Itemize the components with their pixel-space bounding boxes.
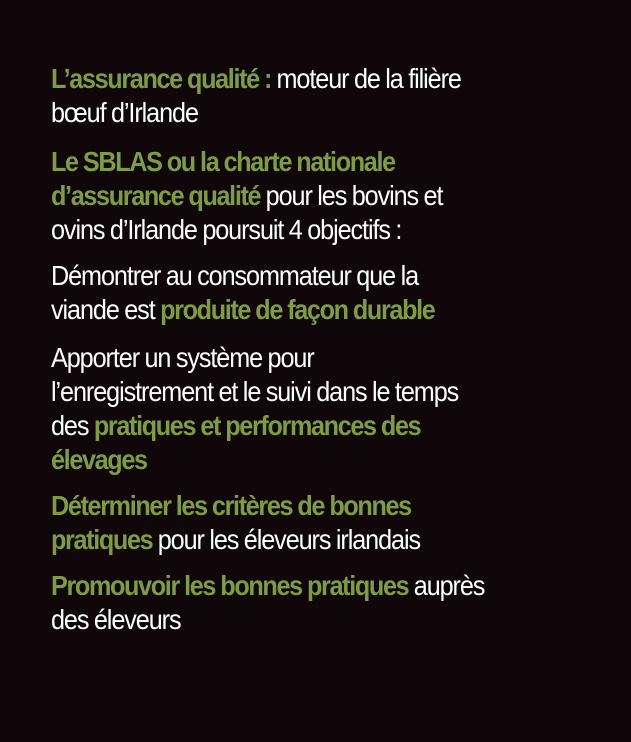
- text-four-objectives: ovins d’Irlande poursuit 4 objectifs :: [51, 214, 402, 245]
- highlight-define-criteria: Déterminer les critères de bonnes: [51, 490, 411, 521]
- text-demonstrate-consumer: Démontrer au consommateur que la: [51, 260, 419, 291]
- text-engine-of-sector: moteur de la filière: [271, 63, 461, 94]
- paragraph-objective-1: [51, 259, 591, 327]
- highlight-farms: élevages: [51, 444, 147, 475]
- paragraph-objective-4: [51, 569, 591, 637]
- highlight-sblas-charter: Le SBLAS ou la charte nationale: [51, 146, 395, 177]
- paragraph-objective-2: [51, 341, 591, 477]
- text-of: des: [51, 410, 94, 441]
- highlight-practices: pratiques: [51, 524, 153, 555]
- text-farmers: des éleveurs: [51, 604, 181, 635]
- highlight-quality-assurance-2: d’assurance qualité: [51, 180, 261, 211]
- paragraph-intro: [51, 62, 591, 130]
- text-for-cattle-and: pour les bovins et: [260, 180, 443, 211]
- text-to: auprès: [408, 570, 485, 601]
- highlight-quality-assurance: L’assurance qualité :: [51, 63, 272, 94]
- highlight-promote-practices: Promouvoir les bonnes pratiques: [51, 570, 409, 601]
- text-for-irish-farmers: pour les éleveurs irlandais: [152, 524, 420, 555]
- text-recording-tracking: l’enregistrement et le suivi dans le temps: [51, 376, 459, 407]
- paragraph-sblas: [51, 145, 591, 247]
- highlight-practices-performance: pratiques et performances des: [93, 410, 421, 441]
- highlight-sustainable-production: produite de façon durable: [160, 294, 435, 325]
- text-meat-is: viande est: [51, 294, 161, 325]
- text-irish-beef: bœuf d’Irlande: [51, 97, 198, 128]
- paragraph-objective-3: [51, 489, 591, 557]
- text-provide-system: Apporter un système pour: [51, 342, 314, 373]
